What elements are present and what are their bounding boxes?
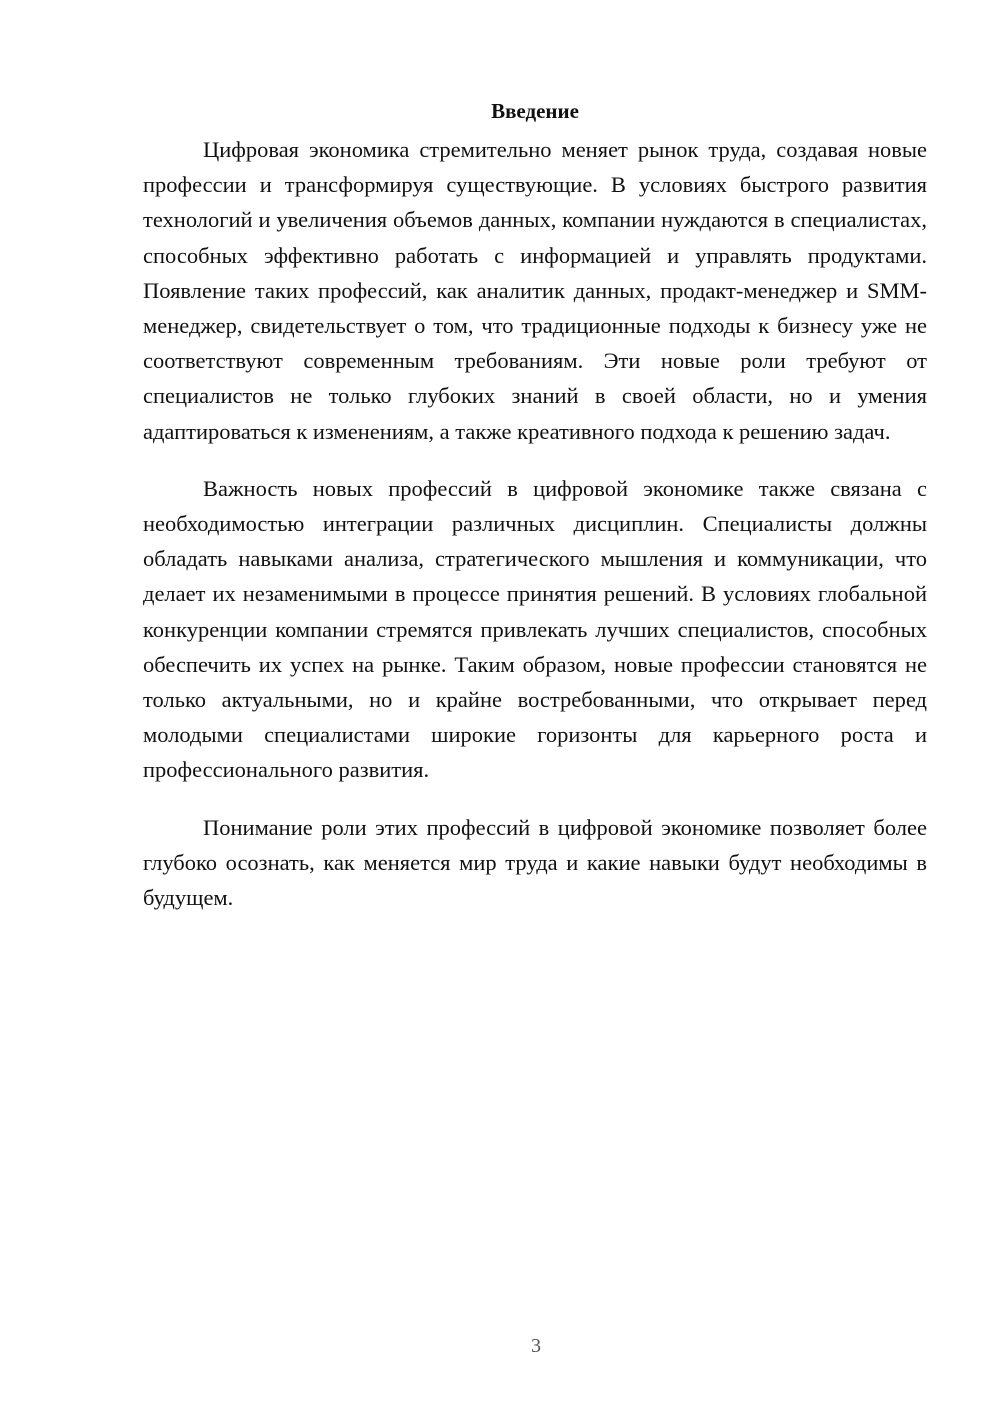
section-heading: Введение xyxy=(491,99,579,123)
page-content xyxy=(143,96,927,937)
paragraph-2: Важность новых профессий в цифровой экономике также связана с необходимостью интеграции различных дисциплин. Специалисты должны обладать навыками анализа, стратегического мышления и коммуникации, что делает их незаменимыми в процессе принятия решений. В условиях глобальной конкуренции компании стремятся привлекать лучших специалистов, способных обеспечить их успех на рынке. Таким образом, новые профессии становятся не только актуальными, но и крайне востребованными, что открывает перед молодыми специалистами широкие горизонты для карьерного роста и профессионального развития. xyxy=(143,475,927,783)
page-number: 3 xyxy=(531,1335,541,1357)
paragraph-3: Понимание роли этих профессий в цифровой экономике позволяет более глубоко осознать, как меняется мир труда и какие навыки будут необходимы в будущем. xyxy=(143,814,927,911)
paragraph-1: Цифровая экономика стремительно меняет рынок труда, создавая новые профессии и трансформируя существующие. В условиях быстрого развития технологий и увеличения объемов данных, компании нуждаются в специалистах, способных эффективно работать с информацией и управлять продуктами. Появление таких профессий, как аналитик данных, продакт-менеджер и SMM-менеджер, свидетельствует о том, что традиционные подходы к бизнесу уже не соответствуют современным требованиям. Эти новые роли требуют от специалистов не только глубоких знаний в своей области, но и умения адаптироваться к изменениям, а также креативного подхода к решению задач. xyxy=(143,137,927,444)
